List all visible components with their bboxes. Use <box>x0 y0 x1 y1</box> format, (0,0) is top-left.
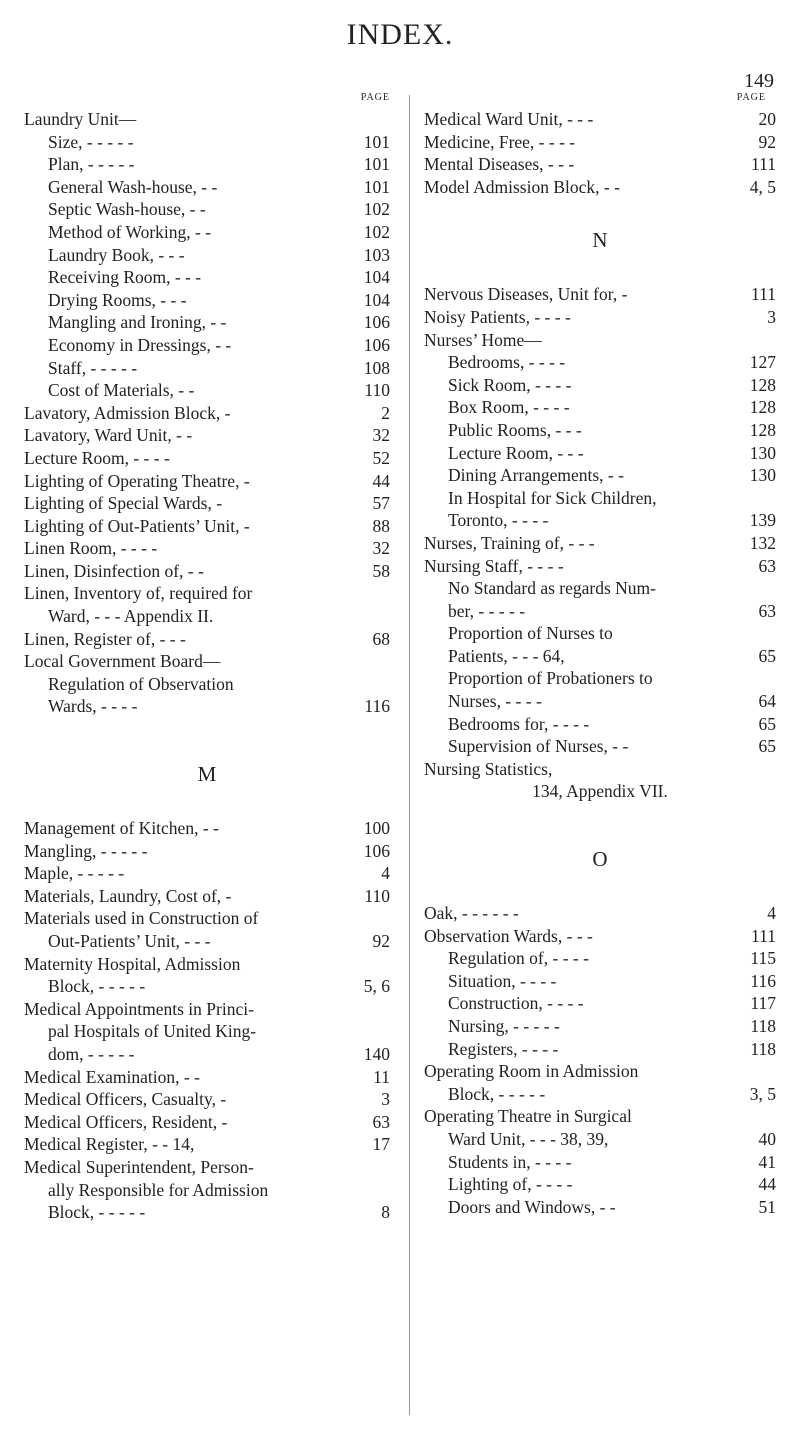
index-entry-page: 128 <box>749 419 776 440</box>
index-entry-page: 111 <box>751 925 776 946</box>
index-entry-page: 4, 5 <box>749 176 776 197</box>
index-entry-text: Staff, - - - - - <box>48 357 138 378</box>
index-entry-text: Plan, - - - - - <box>48 154 135 175</box>
index-entry-text: Mangling, - - - - - <box>24 840 148 861</box>
index-entry <box>424 1128 776 1151</box>
index-entry-text: Lecture Room, - - - - <box>24 447 170 468</box>
index-entry-text: Nursing Staff, - - - - <box>424 555 564 576</box>
index-entry-page: 110 <box>364 885 390 906</box>
section-heading-n: N <box>592 228 608 253</box>
index-entry <box>24 357 390 380</box>
index-entry <box>24 131 390 154</box>
index-entry <box>424 396 776 419</box>
index-entry-text: Medical Superintendent, Person- <box>24 1156 254 1177</box>
index-entry-page: 101 <box>363 154 390 175</box>
index-entry-text: Proportion of Probationers to <box>448 668 653 689</box>
index-entry-page: 111 <box>751 154 776 175</box>
index-entry-page: 102 <box>363 221 390 242</box>
index-entry-page: 32 <box>372 425 390 446</box>
index-entry-text: Materials, Laundry, Cost of, - <box>24 885 232 906</box>
page-column-label: PAGE <box>736 92 766 103</box>
index-entry-text: Public Rooms, - - - <box>448 419 582 440</box>
index-entry <box>24 560 390 583</box>
index-entry <box>24 447 390 470</box>
index-entry-text: Medical Appointments in Princi- <box>24 998 254 1019</box>
index-entry <box>24 817 390 840</box>
index-entry-page: 41 <box>758 1151 776 1172</box>
index-entry-text: Proportion of Nurses to <box>448 623 613 644</box>
index-entry <box>424 306 776 329</box>
index-entry-page: 65 <box>758 645 776 666</box>
index-entry-text: Block, - - - - - <box>48 1202 146 1223</box>
index-entry <box>424 442 776 465</box>
index-entry <box>24 379 390 402</box>
index-entry <box>424 1173 776 1196</box>
index-entry-page: 44 <box>372 470 390 491</box>
index-entry <box>24 153 390 176</box>
index-entry-text: Lecture Room, - - - <box>448 442 584 463</box>
index-entry-page: 140 <box>363 1043 390 1064</box>
index-entry-text: Septic Wash-house, - - <box>48 199 206 220</box>
index-entry-text: Wards, - - - - <box>48 696 138 717</box>
index-entry-text: Laundry Unit— <box>24 109 137 129</box>
page-title: INDEX. <box>346 18 454 51</box>
index-entry-page: 68 <box>372 628 390 649</box>
right-column <box>424 92 776 1218</box>
index-entry-text: Ward, - - - Appendix II. <box>48 606 214 627</box>
index-entry-text: Drying Rooms, - - - <box>48 289 187 310</box>
index-entry <box>424 1151 776 1174</box>
index-entry-page: 17 <box>372 1134 390 1155</box>
index-entry-page: 20 <box>758 109 776 129</box>
index-entry-text: Lighting of, - - - - <box>448 1174 573 1195</box>
index-entry <box>424 645 776 668</box>
index-entry <box>424 1105 776 1128</box>
index-entry-page: 4 <box>767 903 776 924</box>
index-entry <box>424 351 776 374</box>
index-entry-text: Block, - - - - - <box>448 1083 546 1104</box>
index-entry <box>24 628 390 651</box>
index-entry <box>24 244 390 267</box>
index-entry-page: 139 <box>749 510 776 531</box>
index-entry <box>24 1179 390 1202</box>
index-entry <box>24 424 390 447</box>
index-entry-text: Medical Officers, Casualty, - <box>24 1089 227 1110</box>
index-entry-page: 104 <box>363 289 390 310</box>
index-entry-text: Construction, - - - - <box>448 993 584 1014</box>
index-entry <box>24 311 390 334</box>
index-entry-text: Medicine, Free, - - - - <box>424 131 576 152</box>
index-entry-page: 101 <box>363 131 390 152</box>
index-entry-page: 64 <box>758 691 776 712</box>
index-entry-page: 57 <box>372 493 390 514</box>
index-entry-text: Situation, - - - - <box>448 970 557 991</box>
index-entry-text: Method of Working, - - <box>48 221 212 242</box>
index-entry-page: 115 <box>750 948 776 969</box>
index-entry-text: Linen Room, - - - - <box>24 538 158 559</box>
index-entry-text: Linen, Register of, - - - <box>24 628 186 649</box>
index-entry-page: 63 <box>758 555 776 576</box>
index-entry-text: Nurses’ Home— <box>424 329 542 350</box>
index-entry-page: 118 <box>750 1038 776 1059</box>
index-entry-text: Nursing Statistics, <box>424 758 553 779</box>
index-list-m <box>24 817 390 1224</box>
index-entry-page: 52 <box>372 447 390 468</box>
index-entry-text: Block, - - - - - <box>48 976 146 997</box>
index-entry-page: 65 <box>758 736 776 757</box>
index-entry-text: Medical Examination, - - <box>24 1066 200 1087</box>
index-entry <box>24 1111 390 1134</box>
index-entry <box>424 509 776 532</box>
index-entry-text: Management of Kitchen, - - <box>24 818 219 839</box>
index-entry-page: 111 <box>751 284 776 305</box>
index-entry-text: Lavatory, Admission Block, - <box>24 402 231 423</box>
index-entry <box>24 862 390 885</box>
index-entry-page: 88 <box>372 515 390 536</box>
index-entry-text: Box Room, - - - - <box>448 397 570 418</box>
index-entry <box>424 374 776 397</box>
index-entry-page: 106 <box>363 312 390 333</box>
index-entry-page: 101 <box>363 176 390 197</box>
section-heading-m: M <box>197 762 217 787</box>
index-entry <box>424 283 776 306</box>
column-divider <box>409 95 410 1415</box>
index-entry <box>424 713 776 736</box>
index-entry <box>424 153 776 176</box>
index-entry-text: Size, - - - - - <box>48 131 134 152</box>
index-entry-page: 4 <box>381 863 390 884</box>
index-entry-text: Cost of Materials, - - <box>48 380 195 401</box>
page-column-label: PAGE <box>360 92 390 103</box>
index-entry-page: 3 <box>767 306 776 327</box>
index-entry-page: 130 <box>749 465 776 486</box>
index-entry-text: Operating Room in Admission <box>424 1061 639 1082</box>
index-entry-text: Model Admission Block, - - <box>424 176 620 197</box>
index-entry-text: Regulation of, - - - - <box>448 948 589 969</box>
index-entry-text: Regulation of Observation <box>48 673 234 694</box>
index-entry-text: Materials used in Construction of <box>24 908 259 929</box>
index-entry <box>424 108 776 131</box>
index-entry-text: Medical Ward Unit, - - - <box>424 109 594 129</box>
index-entry <box>424 1038 776 1061</box>
index-entry <box>424 1196 776 1219</box>
index-entry-page: 117 <box>750 993 776 1014</box>
index-entry <box>424 419 776 442</box>
index-entry-page: 8 <box>381 1202 390 1223</box>
index-entry-page: 116 <box>364 696 390 717</box>
index-entry <box>424 667 776 690</box>
index-entry-text: Nursing, - - - - - <box>448 1016 560 1036</box>
index-entry-text: Toronto, - - - - <box>448 510 549 531</box>
index-entry <box>424 925 776 948</box>
index-entry-text: ber, - - - - - <box>448 600 526 621</box>
index-entry <box>24 221 390 244</box>
index-entry-page: 127 <box>749 352 776 373</box>
index-entry <box>424 1015 776 1038</box>
index-entry <box>424 577 776 600</box>
index-entry-page: 58 <box>372 560 390 581</box>
index-entry-text: Lighting of Special Wards, - <box>24 493 223 514</box>
index-entry <box>424 487 776 510</box>
index-entry-text: 134, Appendix VII. <box>532 781 668 802</box>
index-entry <box>424 758 776 781</box>
index-entry <box>424 690 776 713</box>
index-entry-page: 118 <box>750 1016 776 1036</box>
index-entry <box>24 998 390 1021</box>
index-entry-text: Bedrooms for, - - - - <box>448 713 590 734</box>
index-entry-text: Ward Unit, - - - 38, 39, <box>448 1128 609 1149</box>
index-entry-page: 128 <box>749 374 776 395</box>
index-entry <box>424 600 776 623</box>
index-entry <box>24 537 390 560</box>
left-column <box>24 92 390 1224</box>
index-entry-page: 5, 6 <box>363 976 390 997</box>
index-entry <box>24 695 390 718</box>
index-entry <box>424 735 776 758</box>
index-entry-page: 51 <box>758 1196 776 1217</box>
index-entry <box>24 953 390 976</box>
index-entry-text: Mental Diseases, - - - <box>424 154 575 175</box>
index-entry-page: 116 <box>750 970 776 991</box>
index-entry-page: 106 <box>363 840 390 861</box>
index-entry-page: 32 <box>372 538 390 559</box>
index-entry <box>24 582 390 605</box>
index-entry <box>424 947 776 970</box>
index-entry <box>24 840 390 863</box>
index-entry-text: In Hospital for Sick Children, <box>448 487 657 508</box>
index-entry-text: Noisy Patients, - - - - <box>424 306 571 327</box>
index-entry-text: Laundry Book, - - - <box>48 244 185 265</box>
index-entry-page: 102 <box>363 199 390 220</box>
index-entry-text: Supervision of Nurses, - - <box>448 736 629 757</box>
index-entry-text: General Wash-house, - - <box>48 176 218 197</box>
index-entry <box>424 622 776 645</box>
index-entry-page: 65 <box>758 713 776 734</box>
index-entry <box>24 266 390 289</box>
index-entry <box>424 555 776 578</box>
index-entry-page: 110 <box>364 380 390 401</box>
index-entry-text: Medical Register, - - 14, <box>24 1134 195 1155</box>
index-entry-page: 11 <box>373 1066 390 1087</box>
index-entry-text: Students in, - - - - <box>448 1151 572 1172</box>
index-entry-page: 106 <box>363 334 390 355</box>
index-entry <box>424 131 776 154</box>
index-entry <box>24 470 390 493</box>
index-entry <box>24 1043 390 1066</box>
index-entry-text: pal Hospitals of United King- <box>48 1021 257 1042</box>
index-entry <box>424 329 776 352</box>
index-entry <box>24 605 390 628</box>
index-entry-text: Nervous Diseases, Unit for, - <box>424 284 628 305</box>
index-entry-text: Linen, Disinfection of, - - <box>24 560 204 581</box>
index-entry-page: 108 <box>363 357 390 378</box>
index-entry-text: No Standard as regards Num- <box>448 578 657 599</box>
index-entry <box>424 1083 776 1106</box>
index-entry-text: Maternity Hospital, Admission <box>24 953 241 974</box>
index-entry-text: Lighting of Out-Patients’ Unit, - <box>24 515 250 536</box>
index-entry-page: 130 <box>749 442 776 463</box>
index-entry <box>24 334 390 357</box>
index-entry <box>24 289 390 312</box>
index-entry-text: Patients, - - - 64, <box>448 645 565 666</box>
index-entry-text: Lighting of Operating Theatre, - <box>24 470 250 491</box>
index-entry-text: Sick Room, - - - - <box>448 374 572 395</box>
index-entry <box>24 1133 390 1156</box>
index-entry <box>424 1060 776 1083</box>
index-entry <box>424 176 776 199</box>
index-list-n <box>424 283 776 803</box>
index-entry <box>24 1066 390 1089</box>
index-entry-text: Oak, - - - - - - <box>424 903 519 924</box>
index-entry-page: 63 <box>372 1111 390 1132</box>
index-entry-text: Dining Arrangements, - - <box>448 465 624 486</box>
index-entry-page: 128 <box>749 397 776 418</box>
index-entry <box>24 673 390 696</box>
index-entry <box>24 885 390 908</box>
index-entry <box>424 992 776 1015</box>
index-entry-text: Nurses, - - - - <box>448 691 542 712</box>
index-entry-page: 92 <box>758 131 776 152</box>
index-entry <box>24 198 390 221</box>
index-entry <box>424 780 776 803</box>
index-entry-page: 63 <box>758 600 776 621</box>
index-entry <box>24 176 390 199</box>
index-list-o <box>424 902 776 1218</box>
index-entry-text: Operating Theatre in Surgical <box>424 1106 632 1127</box>
index-entry <box>24 1201 390 1224</box>
index-entry-text: Observation Wards, - - - <box>424 925 593 946</box>
section-heading-o: O <box>592 847 608 872</box>
index-entry <box>24 1156 390 1179</box>
index-entry-text: Medical Officers, Resident, - <box>24 1111 228 1132</box>
index-list-m-cont <box>424 108 776 198</box>
index-entry <box>24 650 390 673</box>
index-entry <box>24 515 390 538</box>
index-entry <box>24 930 390 953</box>
index-entry-page: 2 <box>381 402 390 423</box>
index-entry <box>24 1020 390 1043</box>
index-list-l <box>24 108 390 718</box>
index-entry <box>24 108 390 131</box>
index-entry-text: Lavatory, Ward Unit, - - <box>24 425 193 446</box>
index-entry-page: 104 <box>363 267 390 288</box>
index-entry <box>424 902 776 925</box>
index-entry-page: 40 <box>758 1128 776 1149</box>
index-entry-text: Mangling and Ironing, - - <box>48 312 227 333</box>
index-entry-text: Nurses, Training of, - - - <box>424 532 595 553</box>
index-entry-page: 3 <box>381 1089 390 1110</box>
index-entry <box>424 464 776 487</box>
index-entry <box>24 402 390 425</box>
index-entry <box>24 907 390 930</box>
index-entry-text: Bedrooms, - - - - <box>448 352 566 373</box>
index-entry-page: 44 <box>758 1174 776 1195</box>
index-entry-page: 3, 5 <box>749 1083 776 1104</box>
index-entry-text: Economy in Dressings, - - <box>48 334 232 355</box>
index-entry-text: Doors and Windows, - - <box>448 1196 616 1217</box>
index-entry-text: Out-Patients’ Unit, - - - <box>48 931 211 951</box>
index-entry-text: Registers, - - - - <box>448 1038 559 1059</box>
index-entry <box>24 975 390 998</box>
index-entry-text: ally Responsible for Admission <box>48 1179 269 1200</box>
index-entry-text: dom, - - - - - <box>48 1043 135 1064</box>
index-entry <box>24 1088 390 1111</box>
index-entry-page: 92 <box>372 931 390 951</box>
index-entry-page: 132 <box>749 532 776 553</box>
index-entry-text: Maple, - - - - - <box>24 863 125 884</box>
index-entry <box>24 492 390 515</box>
page-number: 149 <box>744 70 774 92</box>
index-entry <box>424 532 776 555</box>
index-entry-page: 100 <box>363 818 390 839</box>
index-entry-text: Local Government Board— <box>24 651 221 672</box>
index-entry-text: Receiving Room, - - - <box>48 267 202 288</box>
index-entry-page: 103 <box>363 244 390 265</box>
index-entry-text: Linen, Inventory of, required for <box>24 583 253 604</box>
index-entry <box>424 970 776 993</box>
